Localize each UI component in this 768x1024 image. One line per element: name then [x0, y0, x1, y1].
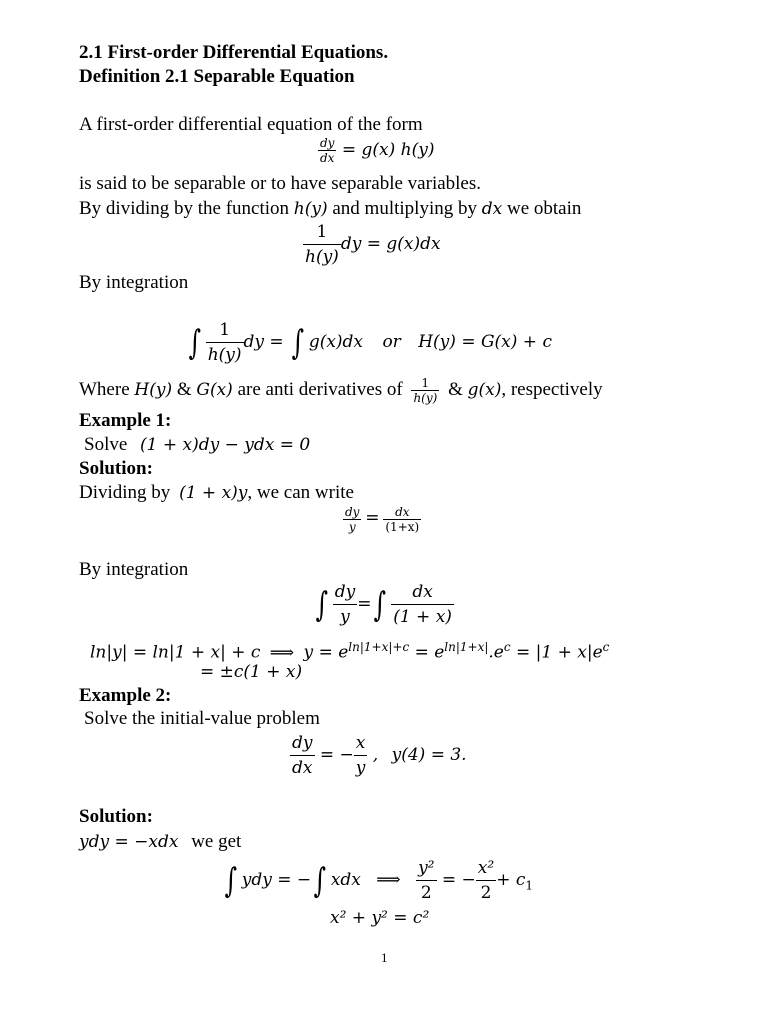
page-number: 1 — [381, 950, 388, 965]
example-1-problem: Solve (1 + x)dy − ydx = 0 — [84, 434, 311, 455]
where-line: Where H(y) & G(x) are anti derivatives of $\frac{1}{h(y)}$ & g(x), respectively — [79, 376, 603, 405]
example-1-result-line-1: ln|y| = ln|1 + x| + c ⟹ $y = e^{ln|1+x|+c} = e^{ln|1+x|}.e^c = |1 + x|e^c$ — [90, 640, 610, 663]
integrated-equation: ∫ $\frac{1}{h(y)}$ dy = ∫ g(x)dx or H(y) = G(x) + c — [188, 320, 552, 365]
section-title: 2.1 First-order Differential Equations. — [79, 42, 389, 63]
example-2-solution-label: Solution: — [79, 806, 153, 827]
example-1-integrated-equation: ∫ $\frac{dy}{y}$ =∫ $\frac{dx}{(1 + x)}$ — [315, 582, 452, 627]
divided-equation: $\frac{1}{h(y)}$ dy = g(x)dx — [305, 222, 441, 267]
separable-form-equation: $\frac{dy}{dx}$ = g(x) h(y) — [320, 136, 435, 165]
example-2-ivp-equation: $\frac{dy}{dx}$ = − $\frac{x}{y}$ , y(4) = 3. — [292, 733, 467, 778]
intro-line-2: is said to be separable or to have separable variables. — [79, 173, 482, 194]
example-1-result-line-2: = ±c(1 + x) — [200, 662, 303, 682]
example-1-solution-label: Solution: — [79, 458, 153, 479]
example-2-problem: Solve the initial-value problem — [84, 708, 320, 729]
example-2-final-equation: x² + y² = c² — [330, 908, 430, 928]
intro-line-3: By dividing by the function h(y) and multiplying by dx we obtain — [79, 198, 582, 219]
example-1-by-integration: By integration — [79, 559, 189, 580]
example-1-separated-equation: $\frac{dy}{y}$ = $\frac{dx}{(1+x)}$ — [345, 505, 420, 534]
example-2-integrated-equation: ∫ ydy = −∫ xdx ⟹ $\frac{\text{y²}}{2}$ = − $\frac{\text{x²}}{2}$ + $c_1$ — [224, 858, 534, 903]
definition-title: Definition 2.1 Separable Equation — [79, 66, 355, 87]
example-2-step: ydy = −xdx we get — [79, 831, 242, 852]
example-1-title: Example 1: — [79, 410, 172, 431]
by-integration-label: By integration — [79, 272, 189, 293]
intro-line-1: A first-order differential equation of the form — [79, 114, 423, 135]
example-1-dividing-line: Dividing by (1 + x)y, we can write — [79, 482, 354, 503]
example-2-title: Example 2: — [79, 685, 172, 706]
